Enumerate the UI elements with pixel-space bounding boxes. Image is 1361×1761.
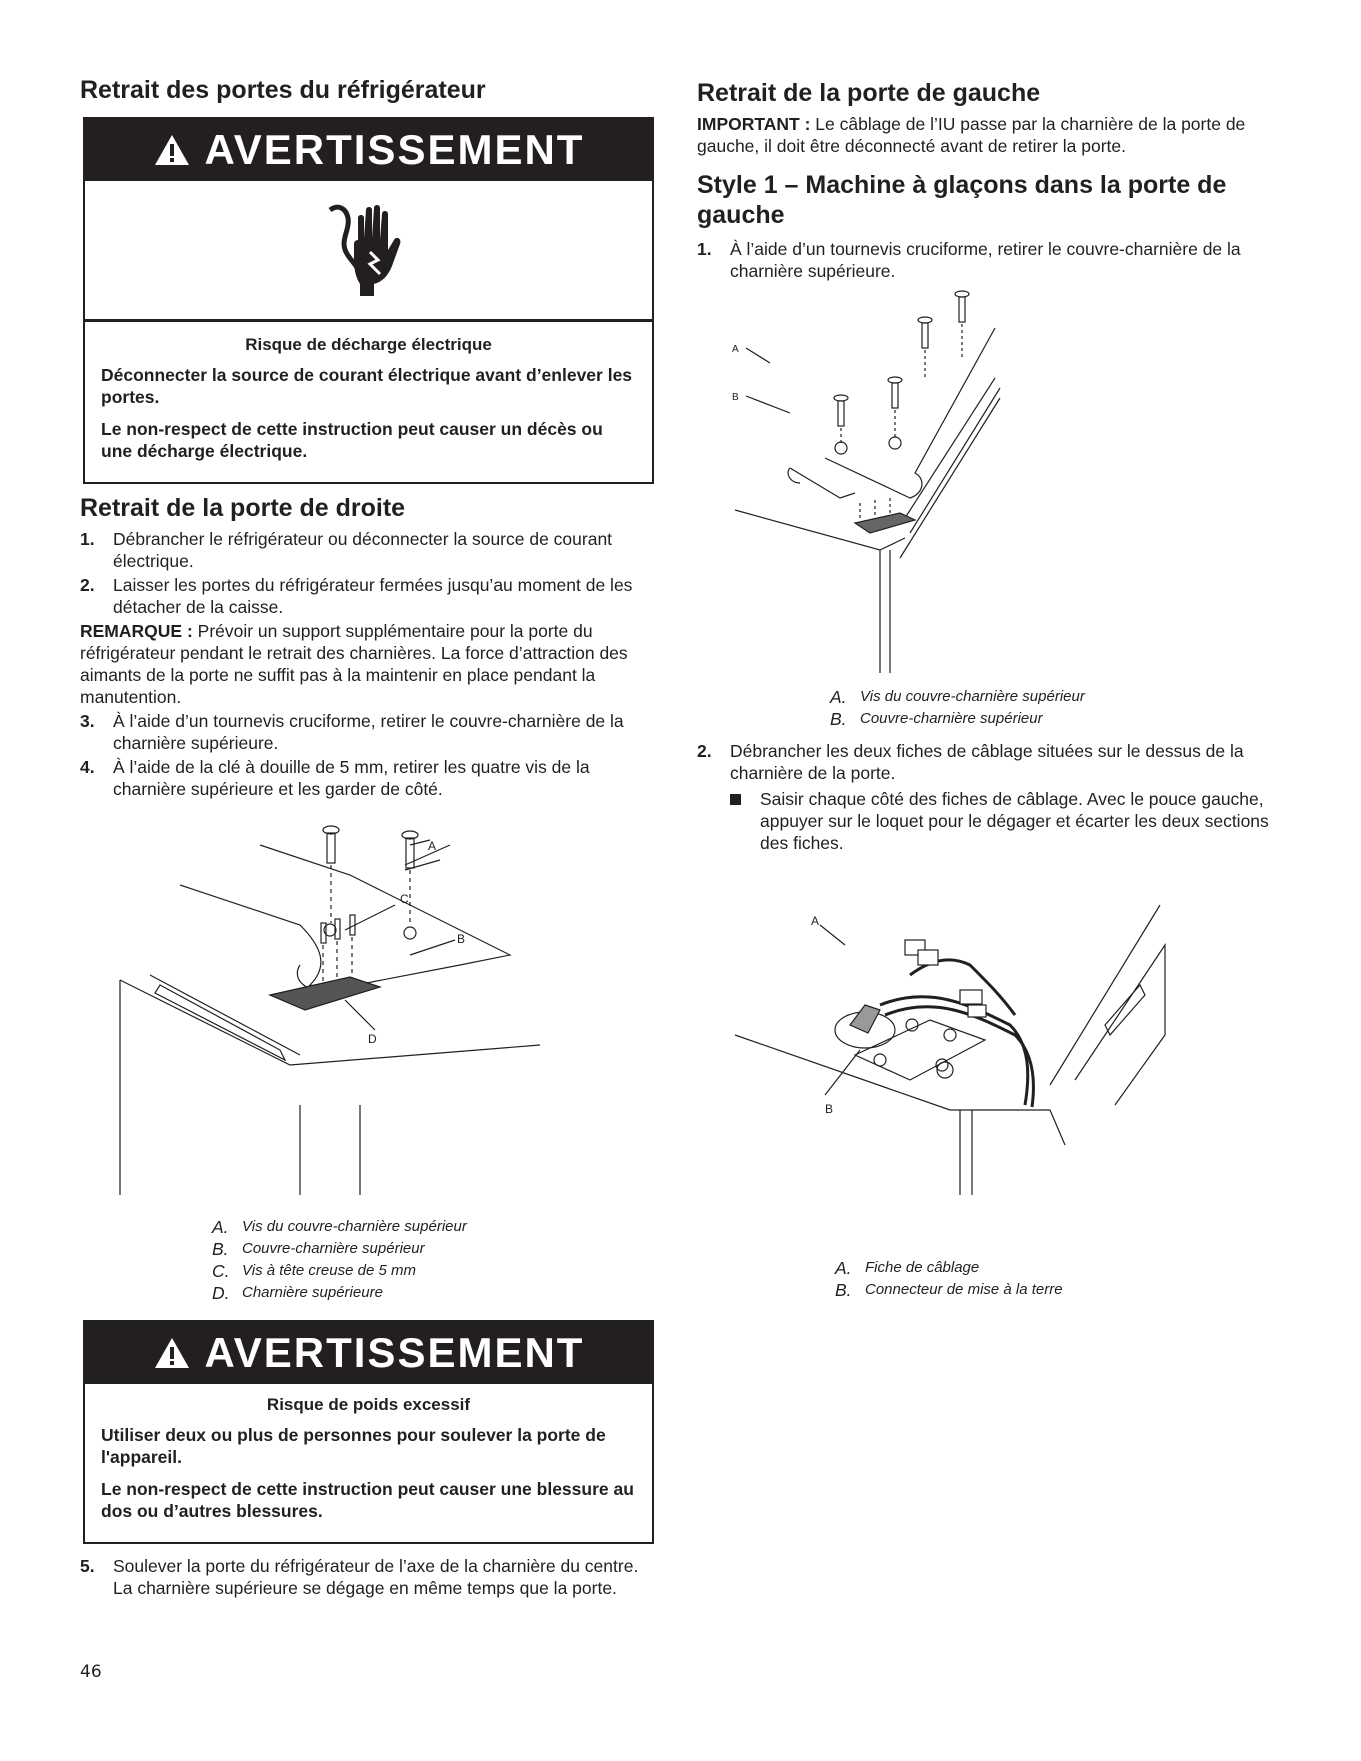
step-number: 2. <box>697 741 712 761</box>
warning-text: Déconnecter la source de courant électrique avant d’enlever les portes. <box>101 365 633 407</box>
figure3-legend <box>835 1257 1195 1301</box>
step-text: À l’aide d’un tournevis cruciforme, retirer le couvre-charnière de la charnière supérieure. <box>113 711 624 753</box>
hinge-cover-screw <box>402 831 418 925</box>
warning-header <box>85 1322 652 1384</box>
step-number: 5. <box>80 1556 95 1576</box>
bullet-text: Saisir chaque côté des fiches de câblage. Avec le pouce gauche, appuyer sur le loquet pour le dégager et écarter les deux sections des fiches. <box>760 789 1269 853</box>
warning-triangle-icon <box>153 133 191 167</box>
step-number: 2. <box>80 575 95 595</box>
hinge-cover-figure-left-door <box>730 288 1030 678</box>
hinge-cover-screw <box>834 395 848 443</box>
step-text: Débrancher le réfrigérateur ou déconnecter la source de courant électrique. <box>113 529 613 571</box>
step-4 <box>80 756 655 800</box>
step-number: 3. <box>80 711 95 731</box>
step-number: 1. <box>697 239 712 259</box>
hinge-cover-screw <box>955 291 969 358</box>
page-heading: Retrait des portes du réfrigérateur <box>80 76 486 104</box>
excessive-weight-warning <box>83 1320 654 1544</box>
style-heading: Style 1 – Machine à glaçons dans la porte de gauche <box>697 171 1227 229</box>
legend-item: A. Vis du couvre-charnière supérieur <box>830 687 1085 707</box>
step-2-right <box>697 740 1277 784</box>
legend-item: B. Connecteur de mise à la terre <box>835 1280 1063 1300</box>
important-paragraph <box>697 113 1277 157</box>
warning-risk: Risque de poids excessif <box>266 1395 471 1414</box>
right-door-heading: Retrait de la porte de droite <box>80 494 406 522</box>
step-text: À l’aide de la clé à douille de 5 mm, retirer les quatre vis de la charnière supérieure et les garder de côté. <box>113 757 590 799</box>
callout-label: D <box>368 1032 377 1046</box>
callout-label: B <box>825 1102 834 1116</box>
warning-text: Utiliser deux ou plus de personnes pour soulever la porte de l'appareil. <box>101 1425 606 1467</box>
note-text: Prévoir un support supplémentaire pour la porte du réfrigérateur pendant le retrait des charnières. La force d’attraction des aimants de la porte ne suffit pas à la maintenir en place pendant la manutention. <box>80 621 628 707</box>
important-text: Le câblage de l’IU passe par la charnière de la porte de gauche, il doit être déconnecté avant de retirer la porte. <box>697 114 1246 156</box>
hinge-plate <box>855 1020 985 1080</box>
callout-label: A <box>428 839 437 853</box>
step-text: Soulever la porte du réfrigérateur de l’axe de la charnière du centre. La charnière supérieure se dégage en même temps que la porte. <box>113 1556 639 1598</box>
legend-item: C. Vis à tête creuse de 5 mm <box>212 1261 416 1281</box>
warning-title: AVERTISSEMENT <box>204 126 585 173</box>
step-number: 1. <box>80 529 95 549</box>
note-paragraph <box>80 620 660 708</box>
warning-consequence: Le non-respect de cette instruction peut causer une blessure au dos ou d’autres blessures. <box>101 1479 634 1521</box>
step-text: À l’aide d’un tournevis cruciforme, retirer le couvre-charnière de la charnière supérieure. <box>730 239 1241 281</box>
warning-risk: Risque de décharge électrique <box>245 335 492 354</box>
hinge-cover-screw <box>918 317 932 378</box>
callout-label: C <box>400 892 409 906</box>
step-number: 4. <box>80 757 95 777</box>
callout-label: A <box>732 344 739 355</box>
wiring-plug <box>905 940 986 1017</box>
top-hinge <box>270 977 380 1010</box>
legend-item: B. Couvre-charnière supérieur <box>830 709 1043 729</box>
step-3 <box>80 710 655 754</box>
left-door-heading: Retrait de la porte de gauche <box>697 79 1041 107</box>
legend-item: D. Charnière supérieure <box>212 1283 383 1303</box>
step-1-right <box>697 238 1277 282</box>
hinge-removal-figure-right-door <box>110 815 560 1205</box>
step-text: Laisser les portes du réfrigérateur fermées jusqu’au moment de les détacher de la caisse. <box>113 575 633 617</box>
important-label: IMPORTANT : <box>697 114 811 134</box>
figure1-legend <box>212 1216 552 1304</box>
warning-icon-area <box>85 181 652 322</box>
legend-item: A. Vis du couvre-charnière supérieur <box>212 1217 467 1237</box>
figure2-legend <box>830 686 1190 730</box>
step-1 <box>80 528 655 572</box>
warning-triangle-icon <box>153 1336 191 1370</box>
step-5 <box>80 1555 655 1599</box>
page-number: 46 <box>80 1662 102 1682</box>
warning-title: AVERTISSEMENT <box>204 1329 585 1376</box>
warning-header <box>85 119 652 181</box>
legend-item: B. Couvre-charnière supérieur <box>212 1239 425 1259</box>
socket-head-screw <box>321 915 355 985</box>
note-label: REMARQUE : <box>80 621 193 641</box>
callout-label: A <box>811 914 820 928</box>
wiring-plug-figure <box>730 895 1170 1195</box>
callout-label: B <box>457 932 466 946</box>
hinge-cover-screw <box>888 377 902 438</box>
step-text: Débrancher les deux fiches de câblage situées sur le dessus de la charnière de la porte. <box>730 741 1244 783</box>
bullet-square-icon <box>730 794 741 805</box>
bullet-item <box>730 788 1270 854</box>
electrical-shock-warning <box>83 117 654 484</box>
step-2 <box>80 574 655 618</box>
legend-item: A. Fiche de câblage <box>835 1258 980 1278</box>
warning-consequence: Le non-respect de cette instruction peut causer un décès ou une décharge électrique. <box>101 419 603 461</box>
electrical-shock-hand-icon <box>324 200 414 300</box>
hinge-cover-screw <box>323 826 339 923</box>
callout-label: B <box>732 392 739 403</box>
